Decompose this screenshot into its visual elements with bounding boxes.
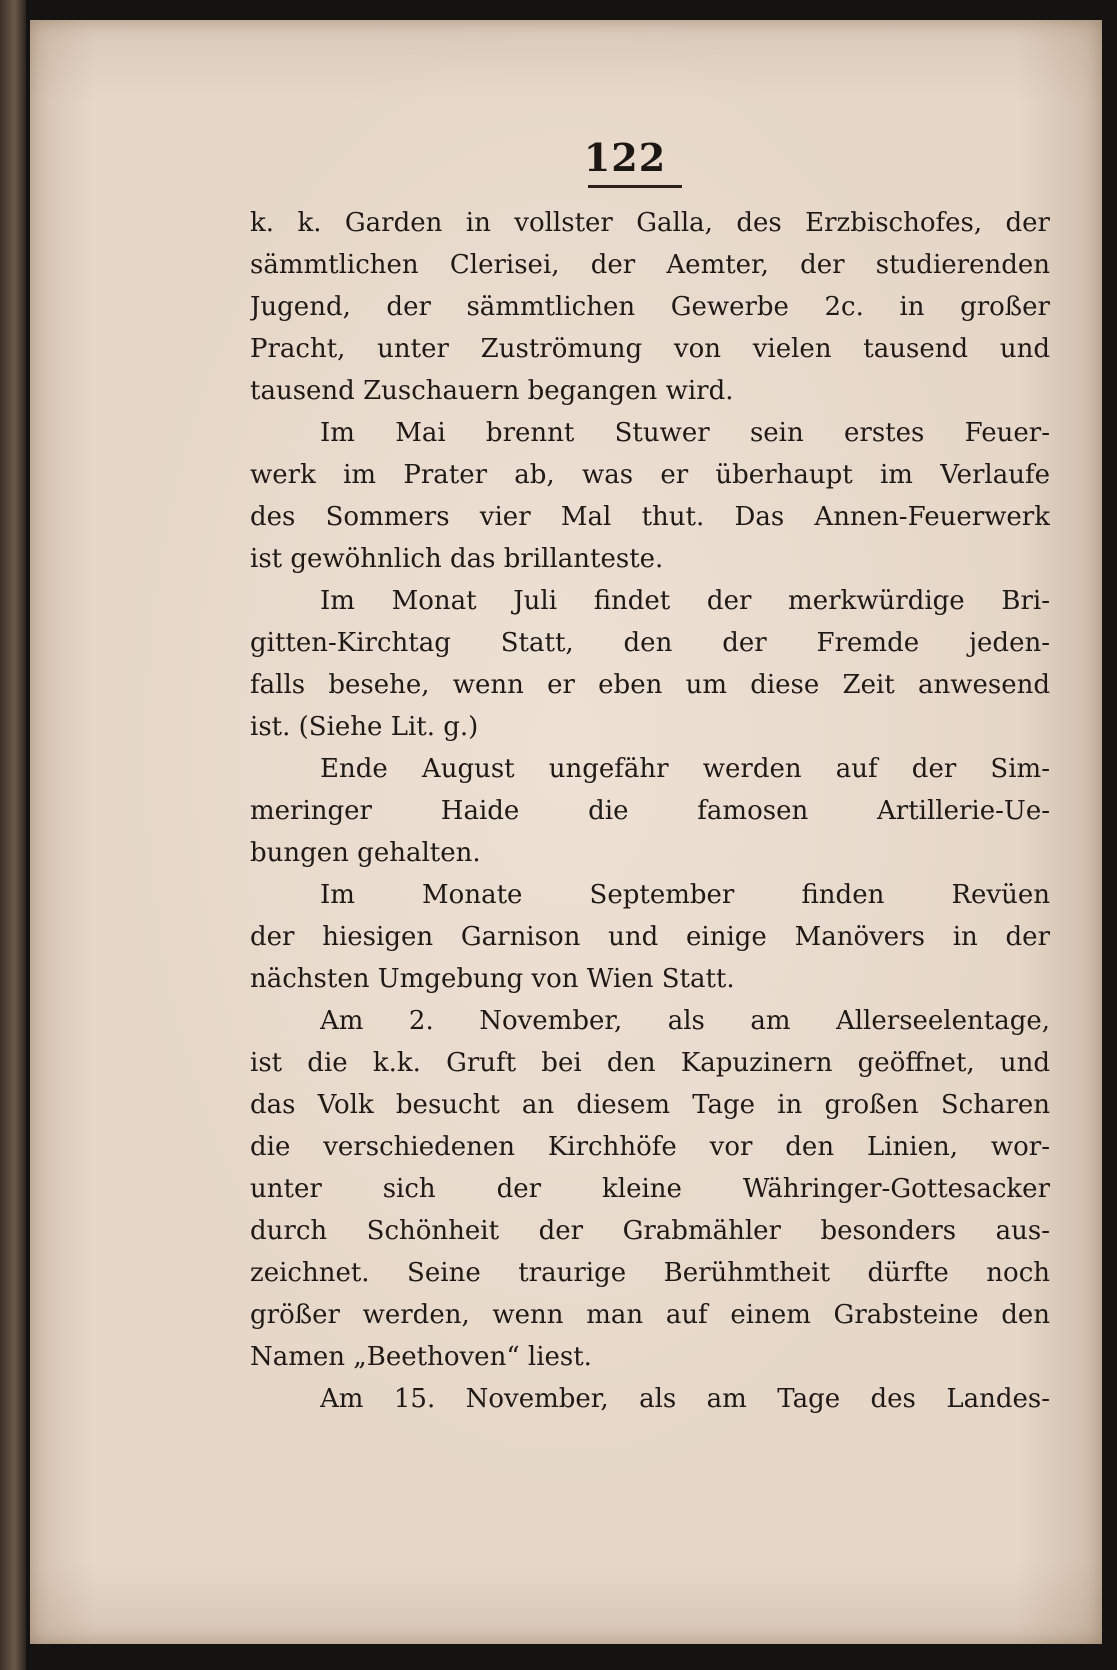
text-line: unter sich der kleine Währinger-Gottesacker — [250, 1174, 1050, 1204]
text-line: Namen „Beethoven“ liest. — [250, 1342, 592, 1372]
text-line: nächsten Umgebung von Wien Statt. — [250, 964, 735, 994]
text-line: meringer Haide die famosen Artillerie-Ue- — [250, 796, 1050, 826]
text-line: Am 15. November, als am Tage des Landes- — [320, 1384, 1050, 1414]
text-line: Jugend, der sämmtlichen Gewerbe 2c. in großer — [250, 292, 1050, 322]
text-line: das Volk besucht an diesem Tage in großen Scharen — [250, 1090, 1050, 1120]
text-line: des Sommers vier Mal thut. Das Annen-Feuerwerk — [250, 502, 1050, 532]
text-line: Im Mai brennt Stuwer sein erstes Feuer- — [320, 418, 1050, 448]
text-line: ist. (Siehe Lit. g.) — [250, 712, 479, 742]
text-line: werk im Prater ab, was er überhaupt im Verlaufe — [250, 460, 1050, 490]
text-line: Am 2. November, als am Allerseelentage, — [320, 1006, 1050, 1036]
text-line: gitten-Kirchtag Statt, den der Fremde jeden- — [250, 628, 1050, 658]
book-cover-edge — [0, 0, 26, 1670]
text-line: Pracht, unter Zuströmung von vielen tausend und — [250, 334, 1050, 364]
text-line: größer werden, wenn man auf einem Grabsteine den — [250, 1300, 1050, 1330]
text-line: Im Monat Juli findet der merkwürdige Bri- — [320, 586, 1050, 616]
text-line: ist gewöhnlich das brillanteste. — [250, 544, 664, 574]
text-line: der hiesigen Garnison und einige Manövers in der — [250, 922, 1050, 952]
text-line: falls besehe, wenn er eben um diese Zeit anwesend — [250, 670, 1050, 700]
body-text — [250, 202, 1050, 1482]
text-line: sämmtlichen Clerisei, der Aemter, der studierenden — [250, 250, 1050, 280]
text-line: k. k. Garden in vollster Galla, des Erzbischofes, der — [250, 208, 1050, 238]
page-number: 122 — [583, 135, 667, 180]
text-line: die verschiedenen Kirchhöfe vor den Linien, wor- — [250, 1132, 1050, 1162]
text-line: Ende August ungefähr werden auf der Sim- — [320, 754, 1050, 784]
text-line: ist die k.k. Gruft bei den Kapuzinern geöffnet, und — [250, 1048, 1050, 1078]
page-number-rule — [588, 185, 682, 188]
text-line: Im Monate September finden Revüen — [320, 880, 1050, 910]
text-line: zeichnet. Seine traurige Berühmtheit dürfte noch — [250, 1258, 1050, 1288]
text-line: tausend Zuschauern begangen wird. — [250, 376, 734, 406]
text-line: bungen gehalten. — [250, 838, 481, 868]
text-line: durch Schönheit der Grabmähler besonders aus- — [250, 1216, 1050, 1246]
